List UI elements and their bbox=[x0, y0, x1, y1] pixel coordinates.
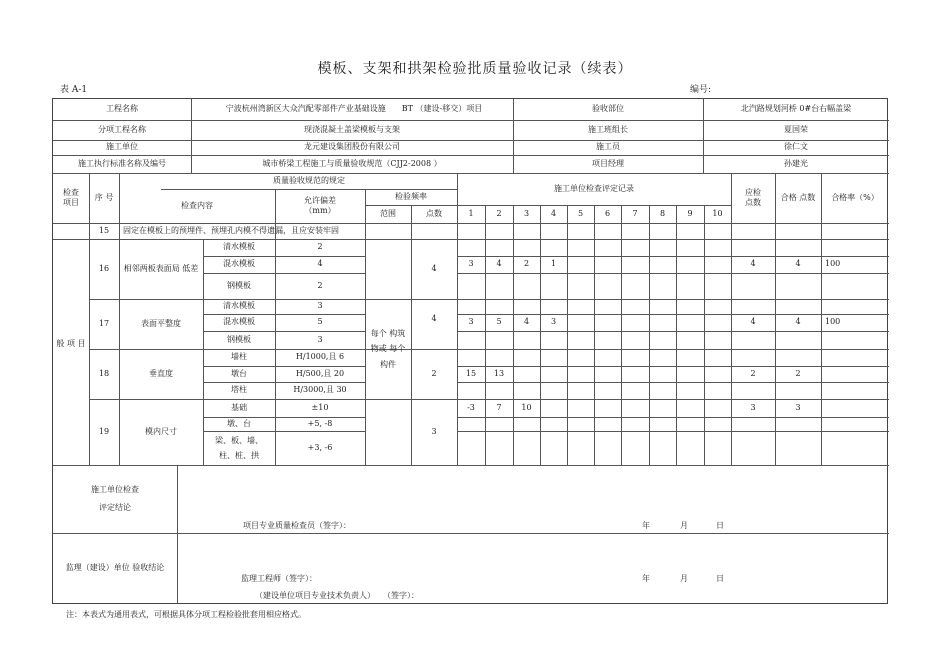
row-18-tol-2: H/500,且 20 bbox=[295, 368, 345, 378]
footnote: 注：本表式为通用表式，可根据具体分项工程检验批套用相应格式。 bbox=[66, 610, 306, 619]
engineer-day: 日 bbox=[716, 573, 724, 583]
row-16-sub-3: 钢模板 bbox=[227, 280, 251, 290]
row-16-val-1: 3 bbox=[468, 259, 474, 269]
row-16-rate: 100 bbox=[825, 259, 841, 269]
standard-value: 城市桥梁工程施工与质量验收规范（CJJ2-2008 ） bbox=[262, 158, 442, 168]
sub-project-label: 分项工程名称 bbox=[98, 124, 146, 134]
accept-part-label: 验收部位 bbox=[592, 104, 624, 114]
row-16-tol-1: 2 bbox=[317, 242, 323, 252]
col-4: 4 bbox=[550, 208, 557, 218]
row-16-pass: 4 bbox=[795, 259, 801, 269]
col-5: 5 bbox=[577, 208, 584, 218]
row-19-sub-2: 墩、台 bbox=[227, 418, 251, 428]
row-19-no: 19 bbox=[98, 426, 110, 436]
pass-points-header: 合格 点数 bbox=[780, 192, 816, 202]
row-16-tol-2: 4 bbox=[317, 259, 323, 269]
row-17-rate: 100 bbox=[825, 317, 841, 327]
row-18-val-2: 13 bbox=[493, 368, 505, 378]
col-6: 6 bbox=[604, 208, 611, 218]
row-19-points: 3 bbox=[431, 426, 437, 436]
row-18-name: 垂直度 bbox=[149, 368, 173, 378]
col-9: 9 bbox=[687, 208, 693, 218]
project-name-value: 宁波杭州湾新区大众汽配零部件产业基础设施 BT （建设-移交）项目 bbox=[225, 104, 483, 114]
range-shared-label: 每个 构筑 物或 每个 构件 bbox=[370, 329, 406, 369]
unit-label: 施工单位 bbox=[106, 142, 138, 152]
row-18-should: 2 bbox=[750, 368, 756, 378]
team-leader-label: 施工班组长 bbox=[588, 124, 628, 134]
row-18-sub-1: 墙柱 bbox=[231, 352, 247, 362]
row-18-sub-3: 塔柱 bbox=[231, 385, 247, 395]
row-19-val-3: 10 bbox=[521, 402, 532, 412]
row-15-content: 固定在模板上的预埋件、预埋孔内模不得遗漏，且应安装牢固 bbox=[123, 225, 339, 235]
tolerance-header: 允许偏差 （mm） bbox=[304, 195, 336, 215]
row-18-tol-3: H/3000,且 30 bbox=[293, 385, 347, 395]
row-17-tol-2: 5 bbox=[317, 317, 323, 327]
col-7: 7 bbox=[632, 208, 638, 218]
spec-header: 质量验收规范的规定 bbox=[273, 175, 345, 185]
row-16-should: 4 bbox=[750, 259, 756, 269]
document-title: 模板、支架和拱架检验批质量验收记录（续表） bbox=[317, 61, 633, 77]
seq-header: 序 号 bbox=[94, 192, 114, 202]
col-2: 2 bbox=[496, 208, 502, 218]
engineer-year: 年 bbox=[642, 573, 650, 583]
row-18-points: 2 bbox=[431, 368, 437, 378]
row-16-val-2: 4 bbox=[496, 259, 502, 269]
col-8: 8 bbox=[659, 208, 666, 218]
row-17-val-3: 4 bbox=[523, 317, 530, 327]
freq-header: 检验频率 bbox=[395, 191, 427, 201]
row-19-pass: 3 bbox=[795, 402, 801, 412]
row-19-val-1: -3 bbox=[467, 402, 475, 412]
row-16-points: 4 bbox=[431, 263, 437, 273]
row-17-tol-3: 3 bbox=[317, 334, 323, 344]
row-17-val-2: 5 bbox=[496, 317, 502, 327]
row-17-points: 4 bbox=[431, 313, 437, 323]
worker-label: 施工员 bbox=[596, 142, 620, 152]
row-17-no: 17 bbox=[98, 318, 110, 328]
row-17-tol-1: 3 bbox=[317, 301, 323, 311]
inspector-year: 年 bbox=[642, 520, 650, 530]
col-10: 10 bbox=[712, 208, 723, 218]
row-16-sub-1: 清水模板 bbox=[223, 242, 255, 252]
inspection-table bbox=[52, 98, 888, 604]
row-18-val-1: 15 bbox=[465, 368, 477, 378]
content-header: 检查内容 bbox=[181, 200, 213, 210]
row-17-sub-1: 清水模板 bbox=[223, 301, 255, 311]
row-19-sub-1: 基础 bbox=[231, 402, 247, 412]
row-17-val-1: 3 bbox=[468, 317, 474, 327]
row-16-val-4: 1 bbox=[550, 259, 557, 269]
row-16-sub-2: 混水模板 bbox=[223, 259, 255, 269]
supervision-conclusion-label: 监理（建设）单位 验收结论 bbox=[65, 562, 165, 572]
construction-conclusion-label: 施工单位检查 评定结论 bbox=[91, 485, 139, 512]
row-16-tol-3: 2 bbox=[317, 280, 323, 290]
team-leader-value: 夏国荣 bbox=[784, 124, 808, 134]
engineer-month: 月 bbox=[680, 573, 688, 583]
project-name-label: 工程名称 bbox=[106, 104, 138, 114]
row-19-val-2: 7 bbox=[496, 402, 502, 412]
row-16-val-3: 2 bbox=[523, 259, 530, 269]
unit-value: 龙元建设集团股份有限公司 bbox=[304, 142, 400, 152]
row-16-name: 相邻两板表面局 低差 bbox=[123, 263, 199, 273]
row-19-tol-2: +5, -8 bbox=[307, 418, 333, 428]
table-number: 表 A-1 bbox=[60, 85, 88, 95]
row-18-no: 18 bbox=[98, 368, 110, 378]
row-18-pass: 2 bbox=[795, 368, 801, 378]
row-17-name: 表面平整度 bbox=[141, 318, 181, 328]
worker-value: 徐仁文 bbox=[784, 142, 808, 152]
accept-part-value: 北汽路规划河桥 0#台右幅盖梁 bbox=[740, 104, 852, 114]
check-item-header: 检查 项目 bbox=[63, 187, 79, 207]
sub-project-value: 现浇混凝土盖梁模板与支架 bbox=[304, 124, 400, 134]
standard-label: 施工执行标准名称及编号 bbox=[78, 158, 166, 168]
inspector-month: 月 bbox=[680, 520, 688, 530]
row-18-sub-2: 墩台 bbox=[231, 368, 247, 378]
owner-signature: （建设单位项目专业技术负责人） （签字）： bbox=[255, 590, 419, 600]
general-items-label: 般 项 目 bbox=[56, 338, 86, 348]
row-17-val-4: 3 bbox=[550, 317, 557, 327]
row-15-no: 15 bbox=[98, 225, 110, 235]
row-19-tol-3: +3, -6 bbox=[307, 442, 333, 452]
col-3: 3 bbox=[523, 208, 530, 218]
row-19-should: 3 bbox=[750, 402, 756, 412]
manager-value: 孙建光 bbox=[784, 158, 808, 168]
points-header: 点数 bbox=[426, 208, 442, 218]
record-header: 施工单位检查评定记录 bbox=[554, 183, 634, 193]
inspector-signature: 项目专业质量检查员（签字）： bbox=[243, 520, 351, 530]
range-header: 范围 bbox=[380, 208, 396, 218]
row-17-should: 4 bbox=[750, 317, 756, 327]
engineer-signature: 监理工程师（签字）： bbox=[241, 573, 317, 583]
row-19-tol-1: ±10 bbox=[311, 402, 329, 412]
row-17-sub-3: 钢模板 bbox=[227, 334, 251, 344]
row-16-no: 16 bbox=[98, 263, 110, 273]
col-1: 1 bbox=[468, 208, 474, 218]
should-check-header: 应检 点数 bbox=[745, 187, 761, 207]
row-18-tol-1: H/1000,且 6 bbox=[295, 352, 345, 362]
row-19-name: 模内尺寸 bbox=[145, 426, 177, 436]
row-19-sub-3: 梁、板、墙、 柱、桩、拱 bbox=[215, 435, 263, 460]
code-label: 编号: bbox=[690, 85, 712, 95]
row-17-pass: 4 bbox=[795, 317, 801, 327]
row-17-sub-2: 混水模板 bbox=[223, 317, 255, 327]
pass-rate-header: 合格率（%） bbox=[831, 192, 879, 202]
inspector-day: 日 bbox=[716, 520, 724, 530]
manager-label: 项目经理 bbox=[592, 158, 624, 168]
